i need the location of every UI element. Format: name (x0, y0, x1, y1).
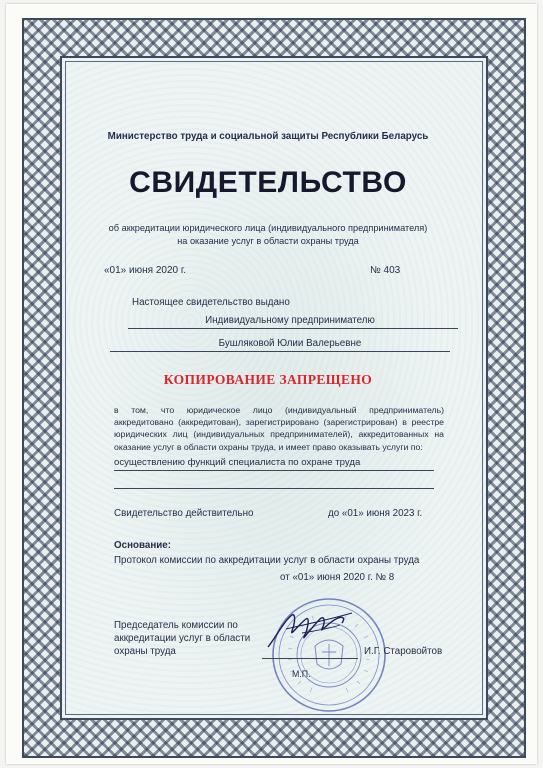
chairman-title: Председатель комиссии по аккредитации услуг в области охраны труда (114, 620, 251, 657)
recipient-underline-1 (128, 328, 458, 329)
basis-text: Протокол комиссии по аккредитации услуг в области охраны труда (114, 555, 420, 566)
signature-line (262, 658, 358, 659)
basis-label: Основание: (114, 540, 171, 551)
signer-name: И.Г. Старовойтов (364, 646, 443, 657)
subtitle-line-2: на оказание услуг в области охраны труда (177, 236, 359, 246)
issued-to-label: Настоящее свидетельство выдано (132, 297, 290, 308)
service-description: осуществлению функций специалиста по охране труда (114, 457, 361, 468)
basis-date: от «01» июня 2020 г. № 8 (280, 572, 395, 583)
issue-date: «01» июня 2020 г. (104, 265, 187, 276)
recipient-line-1: Индивидуальному предпринимателю (205, 315, 375, 326)
certificate-number: № 403 (370, 265, 401, 276)
certificate-body-text: в том, что юридическое лицо (индивидуальный предприниматель) аккредитовано (аккредитован), зарегистрировано (зарегистрирован) в реестре юридических лиц (индивидуальных предпринимателей), аккредитованных на оказание услуг в области охраны труда, и имеет право оказывать услуги по: (114, 405, 444, 452)
ministry-name: Министерство труда и социальной защиты Республики Беларусь (107, 131, 429, 142)
recipient-line-2: Бушляковой Юлии Валерьевне (218, 338, 362, 349)
valid-to-date: до «01» июня 2023 г. (328, 508, 423, 519)
copy-forbidden-notice: КОПИРОВАНИЕ ЗАПРЕЩЕНО (163, 372, 373, 387)
service-underline-1 (114, 470, 434, 471)
recipient-underline-2 (110, 351, 450, 352)
service-underline-2 (114, 488, 434, 489)
stamp-place-mark: М.П. (292, 669, 311, 679)
signature-icon (262, 607, 360, 653)
certificate-title: СВИДЕТЕЛЬСТВО (129, 166, 407, 199)
valid-label: Свидетельство действительно (114, 508, 254, 519)
subtitle-line-1: об аккредитации юридического лица (индивидуального предпринимателя) (108, 223, 428, 233)
